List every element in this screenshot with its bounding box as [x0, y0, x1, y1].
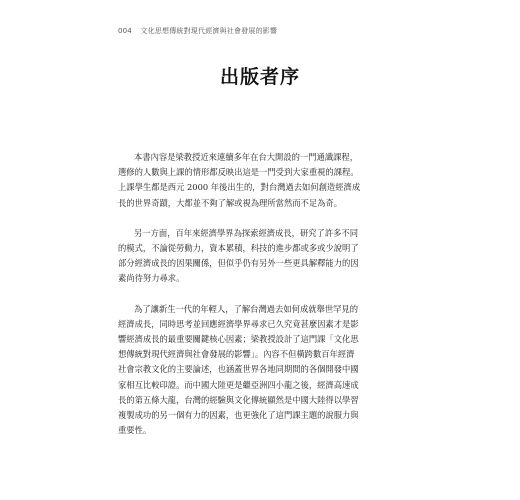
paragraph-line: 的模式，不論從勞動力，資本累積，科技的進步都或多或少說明了 — [118, 243, 359, 254]
paragraph-line: 素尚待努力尋求。 — [118, 273, 185, 284]
page-number: 004 — [118, 27, 132, 35]
paragraph-line: 社會宗教文化的主要論述，也涵蓋世界各地同期間的各個開發中國 — [118, 364, 359, 375]
paragraph-line: 響經濟成長的最重要關鍵核心因素；梁教授設計了這門課「文化思 — [118, 334, 359, 345]
paragraph-line: 家相互比較印證。而中國大陸更是繼亞洲四小龍之後，經濟高速成 — [118, 379, 359, 390]
paragraph-line: 長的世界奇蹟，大都並不夠了解或視為理所當然而不足為奇。 — [118, 197, 343, 208]
paragraph-line: 想傳統對現代經濟與社會發展的影響」。內容不但橫跨數百年經濟 — [118, 349, 355, 360]
running-header — [118, 26, 277, 36]
paragraph-line: 長的第五條大龍，台灣的經驗與文化傳統顯然是中國大陸得以學習 — [118, 394, 359, 405]
paragraph-line: 上課學生都是西元 2000 年後出生的，對台灣過去如何創造經濟成 — [118, 182, 361, 193]
paragraph-line: 重要性。 — [118, 425, 152, 436]
paragraph-line: 選修的人數與上課的情形都反映出這是一門受到大家重視的課程。 — [118, 167, 359, 178]
paragraph-3 — [118, 302, 390, 439]
paragraph-line: 本書內容是梁教授近來連續多年在台大開設的一門通識課程， — [134, 152, 359, 162]
running-title: 文化思想傳統對現代經濟與社會發展的影響 — [140, 27, 278, 35]
paragraph-line: 複製成功的另一個有力的因素，也更強化了這門課主題的說服力與 — [118, 410, 359, 421]
paragraph-2 — [118, 226, 390, 287]
paragraph-line: 另一方面，百年來經濟學界為探索經濟成長，研究了許多不同 — [134, 227, 359, 238]
page-title: 出版者序 — [219, 66, 300, 88]
body-text — [118, 150, 390, 453]
paragraph-1 — [118, 150, 390, 211]
paragraph-line: 經濟成長，同時思考並回應經濟學界尋求已久究竟甚麼因素才是影 — [118, 318, 359, 329]
paragraph-line: 部分經濟成長的因果關係，但似乎仍有另外一些更具解釋能力的因 — [118, 258, 359, 269]
paragraph-line: 為了讓新生一代的年輕人，了解台灣過去如何成就舉世罕見的 — [134, 303, 359, 314]
